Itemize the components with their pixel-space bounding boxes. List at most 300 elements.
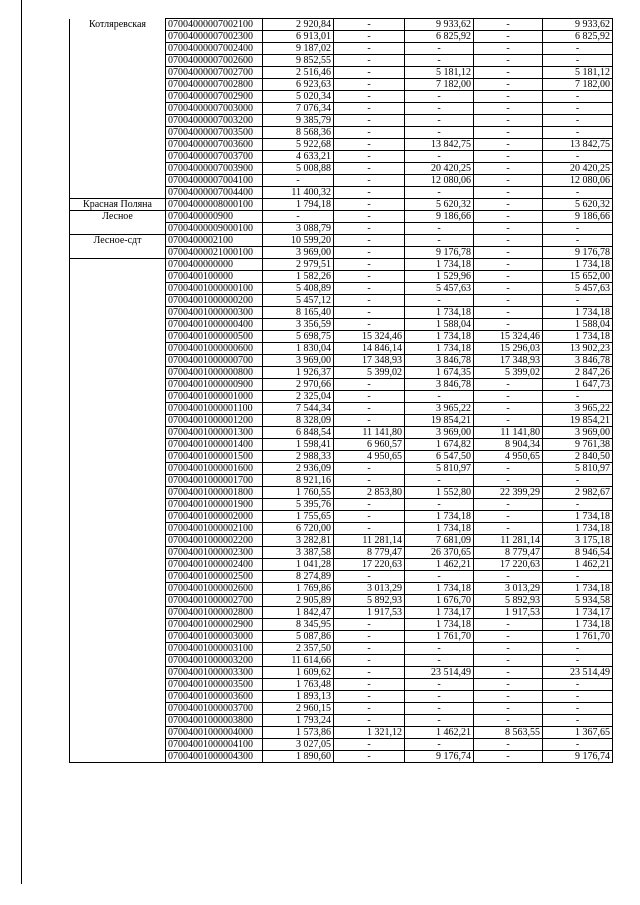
table-row — [70, 259, 613, 271]
value-cell: - — [474, 103, 543, 115]
value-cell: 11 141,80 — [474, 427, 543, 439]
value-cell: - — [334, 79, 405, 91]
value-cell: - — [474, 319, 543, 331]
value-cell: 8 568,36 — [263, 127, 334, 139]
value-cell: - — [474, 511, 543, 523]
cadastral-code: 07004001000000300 — [166, 307, 263, 319]
value-cell: - — [405, 127, 474, 139]
cadastral-code: 07004001000002000 — [166, 511, 263, 523]
cadastral-code: 07004001000002200 — [166, 535, 263, 547]
value-cell: - — [474, 463, 543, 475]
value-cell: 13 842,75 — [405, 139, 474, 151]
cadastral-code: 07004000009000100 — [166, 223, 263, 235]
value-cell: 1 529,96 — [405, 271, 474, 283]
cadastral-code: 07004000007004400 — [166, 187, 263, 199]
value-cell: 2 357,50 — [263, 643, 334, 655]
value-cell: 1 769,86 — [263, 583, 334, 595]
value-cell: 8 921,16 — [263, 475, 334, 487]
value-cell: 5 698,75 — [263, 331, 334, 343]
value-cell: - — [405, 151, 474, 163]
value-cell: 1 755,65 — [263, 511, 334, 523]
value-cell: - — [474, 187, 543, 199]
value-cell: 1 734,18 — [405, 619, 474, 631]
value-cell: - — [334, 655, 405, 667]
value-cell: - — [334, 523, 405, 535]
value-cell: - — [474, 151, 543, 163]
value-cell: 1 830,04 — [263, 343, 334, 355]
cadastral-code: 07004000007004100 — [166, 175, 263, 187]
locality-name: Лесное — [70, 211, 166, 235]
value-cell: 15 296,03 — [474, 343, 543, 355]
value-cell: 1 734,18 — [543, 511, 613, 523]
value-cell: 1 917,53 — [334, 607, 405, 619]
cadastral-code: 07004001000002600 — [166, 583, 263, 595]
value-cell: 6 720,00 — [263, 523, 334, 535]
value-cell: 11 400,32 — [263, 187, 334, 199]
cadastral-code: 07004001000000200 — [166, 295, 263, 307]
value-cell: 8 274,89 — [263, 571, 334, 583]
value-cell: - — [334, 31, 405, 43]
value-cell: - — [334, 199, 405, 211]
value-cell: - — [474, 43, 543, 55]
cadastral-code: 07004001000004000 — [166, 727, 263, 739]
value-cell: 5 087,86 — [263, 631, 334, 643]
value-cell: 1 321,12 — [334, 727, 405, 739]
value-cell: - — [334, 283, 405, 295]
value-cell: - — [474, 199, 543, 211]
value-cell: 1 794,18 — [263, 199, 334, 211]
value-cell: 17 220,63 — [474, 559, 543, 571]
value-cell: 1 760,55 — [263, 487, 334, 499]
value-cell: - — [334, 223, 405, 235]
value-cell: - — [334, 271, 405, 283]
value-cell: 8 904,34 — [474, 439, 543, 451]
cadastral-code: 0700400100000 — [166, 271, 263, 283]
value-cell: 3 356,59 — [263, 319, 334, 331]
value-cell: - — [263, 175, 334, 187]
cadastral-code: 07004001000000400 — [166, 319, 263, 331]
cadastral-code: 0700400002100 — [166, 235, 263, 247]
value-cell: - — [334, 319, 405, 331]
value-cell: 2 960,15 — [263, 703, 334, 715]
value-cell: - — [334, 379, 405, 391]
value-cell: 12 080,06 — [405, 175, 474, 187]
value-cell: - — [405, 679, 474, 691]
value-cell: 23 514,49 — [543, 667, 613, 679]
value-cell: - — [543, 43, 613, 55]
value-cell: - — [474, 91, 543, 103]
value-cell: - — [474, 175, 543, 187]
value-cell: 1 734,18 — [543, 523, 613, 535]
table-row — [70, 19, 613, 31]
value-cell: 2 840,50 — [543, 451, 613, 463]
value-cell: 7 182,00 — [405, 79, 474, 91]
value-cell: 1 734,18 — [405, 307, 474, 319]
value-cell: - — [334, 115, 405, 127]
locality-name: Красная Поляна — [70, 199, 166, 211]
cadastral-code: 07004001000001000 — [166, 391, 263, 403]
value-cell: 3 969,00 — [405, 427, 474, 439]
value-cell: - — [334, 235, 405, 247]
cadastral-code: 07004001000004100 — [166, 739, 263, 751]
table-row — [70, 211, 613, 223]
value-cell: 2 988,33 — [263, 451, 334, 463]
value-cell: - — [474, 619, 543, 631]
value-cell: - — [474, 55, 543, 67]
value-cell: 1 734,18 — [543, 619, 613, 631]
value-cell: 9 187,02 — [263, 43, 334, 55]
value-cell: - — [474, 235, 543, 247]
cadastral-code: 07004001000001200 — [166, 415, 263, 427]
value-cell: 3 013,29 — [474, 583, 543, 595]
value-cell: 2 979,51 — [263, 259, 334, 271]
value-cell: 1 674,82 — [405, 439, 474, 451]
cadastral-code: 07004001000001300 — [166, 427, 263, 439]
value-cell: 1 761,70 — [543, 631, 613, 643]
cadastral-code: 07004001000003500 — [166, 679, 263, 691]
value-cell: 13 842,75 — [543, 139, 613, 151]
value-cell: - — [405, 571, 474, 583]
value-cell: - — [334, 691, 405, 703]
value-cell: 3 965,22 — [405, 403, 474, 415]
cadastral-code: 07004001000000700 — [166, 355, 263, 367]
value-cell: - — [543, 571, 613, 583]
value-cell: 5 810,97 — [405, 463, 474, 475]
value-cell: - — [334, 679, 405, 691]
cadastral-code: 07004000007002400 — [166, 43, 263, 55]
value-cell: 1 734,18 — [543, 259, 613, 271]
value-cell: - — [543, 715, 613, 727]
value-cell: 1 917,53 — [474, 607, 543, 619]
value-cell: - — [474, 475, 543, 487]
value-cell: 4 950,65 — [474, 451, 543, 463]
value-cell: 1 609,62 — [263, 667, 334, 679]
data-table — [69, 18, 613, 763]
value-cell: 7 681,09 — [405, 535, 474, 547]
value-cell: 1 552,80 — [405, 487, 474, 499]
value-cell: - — [474, 667, 543, 679]
value-cell: 19 854,21 — [543, 415, 613, 427]
value-cell: 5 892,93 — [334, 595, 405, 607]
value-cell: - — [405, 295, 474, 307]
value-cell: - — [405, 223, 474, 235]
value-cell: - — [405, 103, 474, 115]
value-cell: - — [543, 187, 613, 199]
value-cell: 3 846,78 — [543, 355, 613, 367]
value-cell: 8 165,40 — [263, 307, 334, 319]
value-cell: - — [474, 259, 543, 271]
value-cell: 2 982,67 — [543, 487, 613, 499]
cadastral-code: 07004000007002700 — [166, 67, 263, 79]
value-cell: - — [334, 715, 405, 727]
value-cell: 23 514,49 — [405, 667, 474, 679]
value-cell: 6 547,50 — [405, 451, 474, 463]
value-cell: 1 842,47 — [263, 607, 334, 619]
value-cell: 3 965,22 — [543, 403, 613, 415]
value-cell: 15 324,46 — [474, 331, 543, 343]
value-cell: - — [334, 151, 405, 163]
value-cell: 4 950,65 — [334, 451, 405, 463]
cadastral-code: 07004001000002100 — [166, 523, 263, 535]
value-cell: 7 182,00 — [543, 79, 613, 91]
value-cell: 2 325,04 — [263, 391, 334, 403]
value-cell: 19 854,21 — [405, 415, 474, 427]
value-cell: 1 588,04 — [405, 319, 474, 331]
value-cell: - — [334, 499, 405, 511]
cadastral-code: 07004000007003500 — [166, 127, 263, 139]
value-cell: 1 793,24 — [263, 715, 334, 727]
value-cell: - — [334, 307, 405, 319]
cadastral-code: 07004001000002800 — [166, 607, 263, 619]
value-cell: - — [334, 55, 405, 67]
value-cell: 1 734,18 — [543, 307, 613, 319]
value-cell: - — [334, 463, 405, 475]
cadastral-code: 07004001000002300 — [166, 547, 263, 559]
value-cell: - — [474, 271, 543, 283]
value-cell: - — [543, 223, 613, 235]
cadastral-code: 07004000007002300 — [166, 31, 263, 43]
value-cell: 1 674,35 — [405, 367, 474, 379]
value-cell: 3 969,00 — [263, 355, 334, 367]
cadastral-code: 07004001000001400 — [166, 439, 263, 451]
value-cell: 17 348,93 — [474, 355, 543, 367]
value-cell: 7 076,34 — [263, 103, 334, 115]
value-cell: 1 367,65 — [543, 727, 613, 739]
value-cell: - — [474, 655, 543, 667]
value-cell: 2 905,89 — [263, 595, 334, 607]
value-cell: 11 614,66 — [263, 655, 334, 667]
value-cell: 5 395,76 — [263, 499, 334, 511]
value-cell: - — [334, 751, 405, 763]
value-cell: 26 370,65 — [405, 547, 474, 559]
value-cell: 3 969,00 — [263, 247, 334, 259]
value-cell: 5 934,58 — [543, 595, 613, 607]
value-cell: - — [543, 499, 613, 511]
value-cell: 22 399,29 — [474, 487, 543, 499]
value-cell: - — [543, 679, 613, 691]
cadastral-code: 07004000007003600 — [166, 139, 263, 151]
cadastral-code: 07004001000002700 — [166, 595, 263, 607]
value-cell: 10 599,20 — [263, 235, 334, 247]
cadastral-code: 07004000007002900 — [166, 91, 263, 103]
value-cell: 1 734,17 — [543, 607, 613, 619]
value-cell: 11 281,14 — [474, 535, 543, 547]
value-cell: - — [543, 55, 613, 67]
value-cell: 1 926,37 — [263, 367, 334, 379]
value-cell: 3 969,00 — [543, 427, 613, 439]
value-cell: - — [334, 571, 405, 583]
value-cell: 6 913,01 — [263, 31, 334, 43]
value-cell: 1 734,18 — [543, 583, 613, 595]
cadastral-code: 07004000007003900 — [166, 163, 263, 175]
value-cell: - — [474, 391, 543, 403]
value-cell: - — [334, 391, 405, 403]
value-cell: - — [334, 91, 405, 103]
value-cell: - — [474, 79, 543, 91]
value-cell: 5 020,34 — [263, 91, 334, 103]
value-cell: - — [543, 391, 613, 403]
cadastral-code: 07004001000000600 — [166, 343, 263, 355]
value-cell: - — [334, 187, 405, 199]
value-cell: - — [543, 691, 613, 703]
cadastral-code: 07004001000003600 — [166, 691, 263, 703]
value-cell: 9 176,74 — [543, 751, 613, 763]
value-cell: 6 825,92 — [405, 31, 474, 43]
cadastral-code: 07004001000001100 — [166, 403, 263, 415]
value-cell: - — [405, 115, 474, 127]
value-cell: 1 734,18 — [405, 583, 474, 595]
value-cell: 3 846,78 — [405, 355, 474, 367]
value-cell: - — [474, 19, 543, 31]
value-cell: 8 779,47 — [474, 547, 543, 559]
value-cell: 9 186,66 — [543, 211, 613, 223]
cadastral-code: 0700400000900 — [166, 211, 263, 223]
value-cell: - — [405, 187, 474, 199]
value-cell: - — [474, 571, 543, 583]
value-cell: 5 457,12 — [263, 295, 334, 307]
value-cell: 11 141,80 — [334, 427, 405, 439]
value-cell: - — [543, 91, 613, 103]
value-cell: 1 734,18 — [405, 259, 474, 271]
value-cell: - — [405, 475, 474, 487]
value-cell: 17 220,63 — [334, 559, 405, 571]
value-cell: - — [334, 631, 405, 643]
value-cell: 3 846,78 — [405, 379, 474, 391]
value-cell: - — [474, 139, 543, 151]
cadastral-code: 07004001000000100 — [166, 283, 263, 295]
cadastral-code: 07004000007002100 — [166, 19, 263, 31]
value-cell: 9 176,78 — [405, 247, 474, 259]
value-cell: - — [334, 19, 405, 31]
value-cell: - — [405, 655, 474, 667]
value-cell: - — [405, 643, 474, 655]
value-cell: - — [334, 703, 405, 715]
value-cell: 9 933,62 — [543, 19, 613, 31]
value-cell: - — [405, 55, 474, 67]
value-cell: 8 345,95 — [263, 619, 334, 631]
value-cell: - — [334, 43, 405, 55]
locality-name — [70, 259, 166, 763]
value-cell: 6 923,63 — [263, 79, 334, 91]
value-cell: - — [474, 415, 543, 427]
value-cell: - — [474, 67, 543, 79]
value-cell: - — [474, 751, 543, 763]
value-cell: - — [405, 391, 474, 403]
table-body — [70, 19, 613, 763]
value-cell: 8 328,09 — [263, 415, 334, 427]
value-cell: 1 573,86 — [263, 727, 334, 739]
value-cell: 4 633,21 — [263, 151, 334, 163]
value-cell: - — [543, 739, 613, 751]
value-cell: - — [543, 475, 613, 487]
value-cell: 1 893,13 — [263, 691, 334, 703]
value-cell: - — [334, 475, 405, 487]
value-cell: 5 457,63 — [405, 283, 474, 295]
value-cell: - — [543, 643, 613, 655]
value-cell: - — [334, 67, 405, 79]
value-cell: - — [405, 703, 474, 715]
value-cell: - — [474, 691, 543, 703]
cadastral-code: 07004001000003300 — [166, 667, 263, 679]
cadastral-code: 07004001000003800 — [166, 715, 263, 727]
value-cell: - — [543, 115, 613, 127]
value-cell: - — [474, 115, 543, 127]
value-cell: 5 457,63 — [543, 283, 613, 295]
cadastral-code: 07004000007002600 — [166, 55, 263, 67]
value-cell: 8 946,54 — [543, 547, 613, 559]
value-cell: - — [474, 211, 543, 223]
value-cell: 3 013,29 — [334, 583, 405, 595]
value-cell: - — [263, 211, 334, 223]
value-cell: - — [474, 379, 543, 391]
value-cell: 1 676,70 — [405, 595, 474, 607]
value-cell: 3 175,18 — [543, 535, 613, 547]
value-cell: - — [474, 739, 543, 751]
cadastral-code: 07004001000003700 — [166, 703, 263, 715]
value-cell: 3 282,81 — [263, 535, 334, 547]
value-cell: 1 734,18 — [405, 343, 474, 355]
value-cell: - — [543, 655, 613, 667]
value-cell: 5 399,02 — [474, 367, 543, 379]
cadastral-code: 07004001000001800 — [166, 487, 263, 499]
value-cell: - — [405, 91, 474, 103]
locality-name: Котляревская — [70, 19, 166, 199]
value-cell: 5 922,68 — [263, 139, 334, 151]
value-cell: 2 970,66 — [263, 379, 334, 391]
value-cell: - — [474, 283, 543, 295]
value-cell: - — [334, 103, 405, 115]
value-cell: 20 420,25 — [405, 163, 474, 175]
value-cell: - — [334, 247, 405, 259]
value-cell: - — [543, 295, 613, 307]
value-cell: - — [474, 403, 543, 415]
value-cell: - — [474, 307, 543, 319]
value-cell: 2 516,46 — [263, 67, 334, 79]
value-cell: - — [334, 127, 405, 139]
cadastral-code: 07004000007003700 — [166, 151, 263, 163]
cadastral-code: 07004001000000500 — [166, 331, 263, 343]
cadastral-code: 07004001000004300 — [166, 751, 263, 763]
cadastral-code: 07004001000000900 — [166, 379, 263, 391]
value-cell: 5 181,12 — [405, 67, 474, 79]
value-cell: 1 041,28 — [263, 559, 334, 571]
value-cell: 20 420,25 — [543, 163, 613, 175]
value-cell: 1 734,18 — [405, 523, 474, 535]
value-cell: 3 027,05 — [263, 739, 334, 751]
value-cell: - — [334, 403, 405, 415]
value-cell: - — [474, 631, 543, 643]
value-cell: 1 462,21 — [405, 559, 474, 571]
value-cell: 6 960,57 — [334, 439, 405, 451]
value-cell: 9 761,38 — [543, 439, 613, 451]
value-cell: 8 779,47 — [334, 547, 405, 559]
value-cell: 9 176,74 — [405, 751, 474, 763]
value-cell: - — [405, 715, 474, 727]
cadastral-code: 0700400000000 — [166, 259, 263, 271]
value-cell: - — [405, 43, 474, 55]
value-cell: 5 408,89 — [263, 283, 334, 295]
value-cell: - — [334, 619, 405, 631]
value-cell: 8 563,55 — [474, 727, 543, 739]
value-cell: - — [334, 415, 405, 427]
cadastral-code: 07004001000002500 — [166, 571, 263, 583]
value-cell: - — [474, 643, 543, 655]
table-row — [70, 199, 613, 211]
value-cell: - — [474, 679, 543, 691]
value-cell: - — [334, 259, 405, 271]
value-cell: - — [474, 703, 543, 715]
value-cell: - — [334, 295, 405, 307]
